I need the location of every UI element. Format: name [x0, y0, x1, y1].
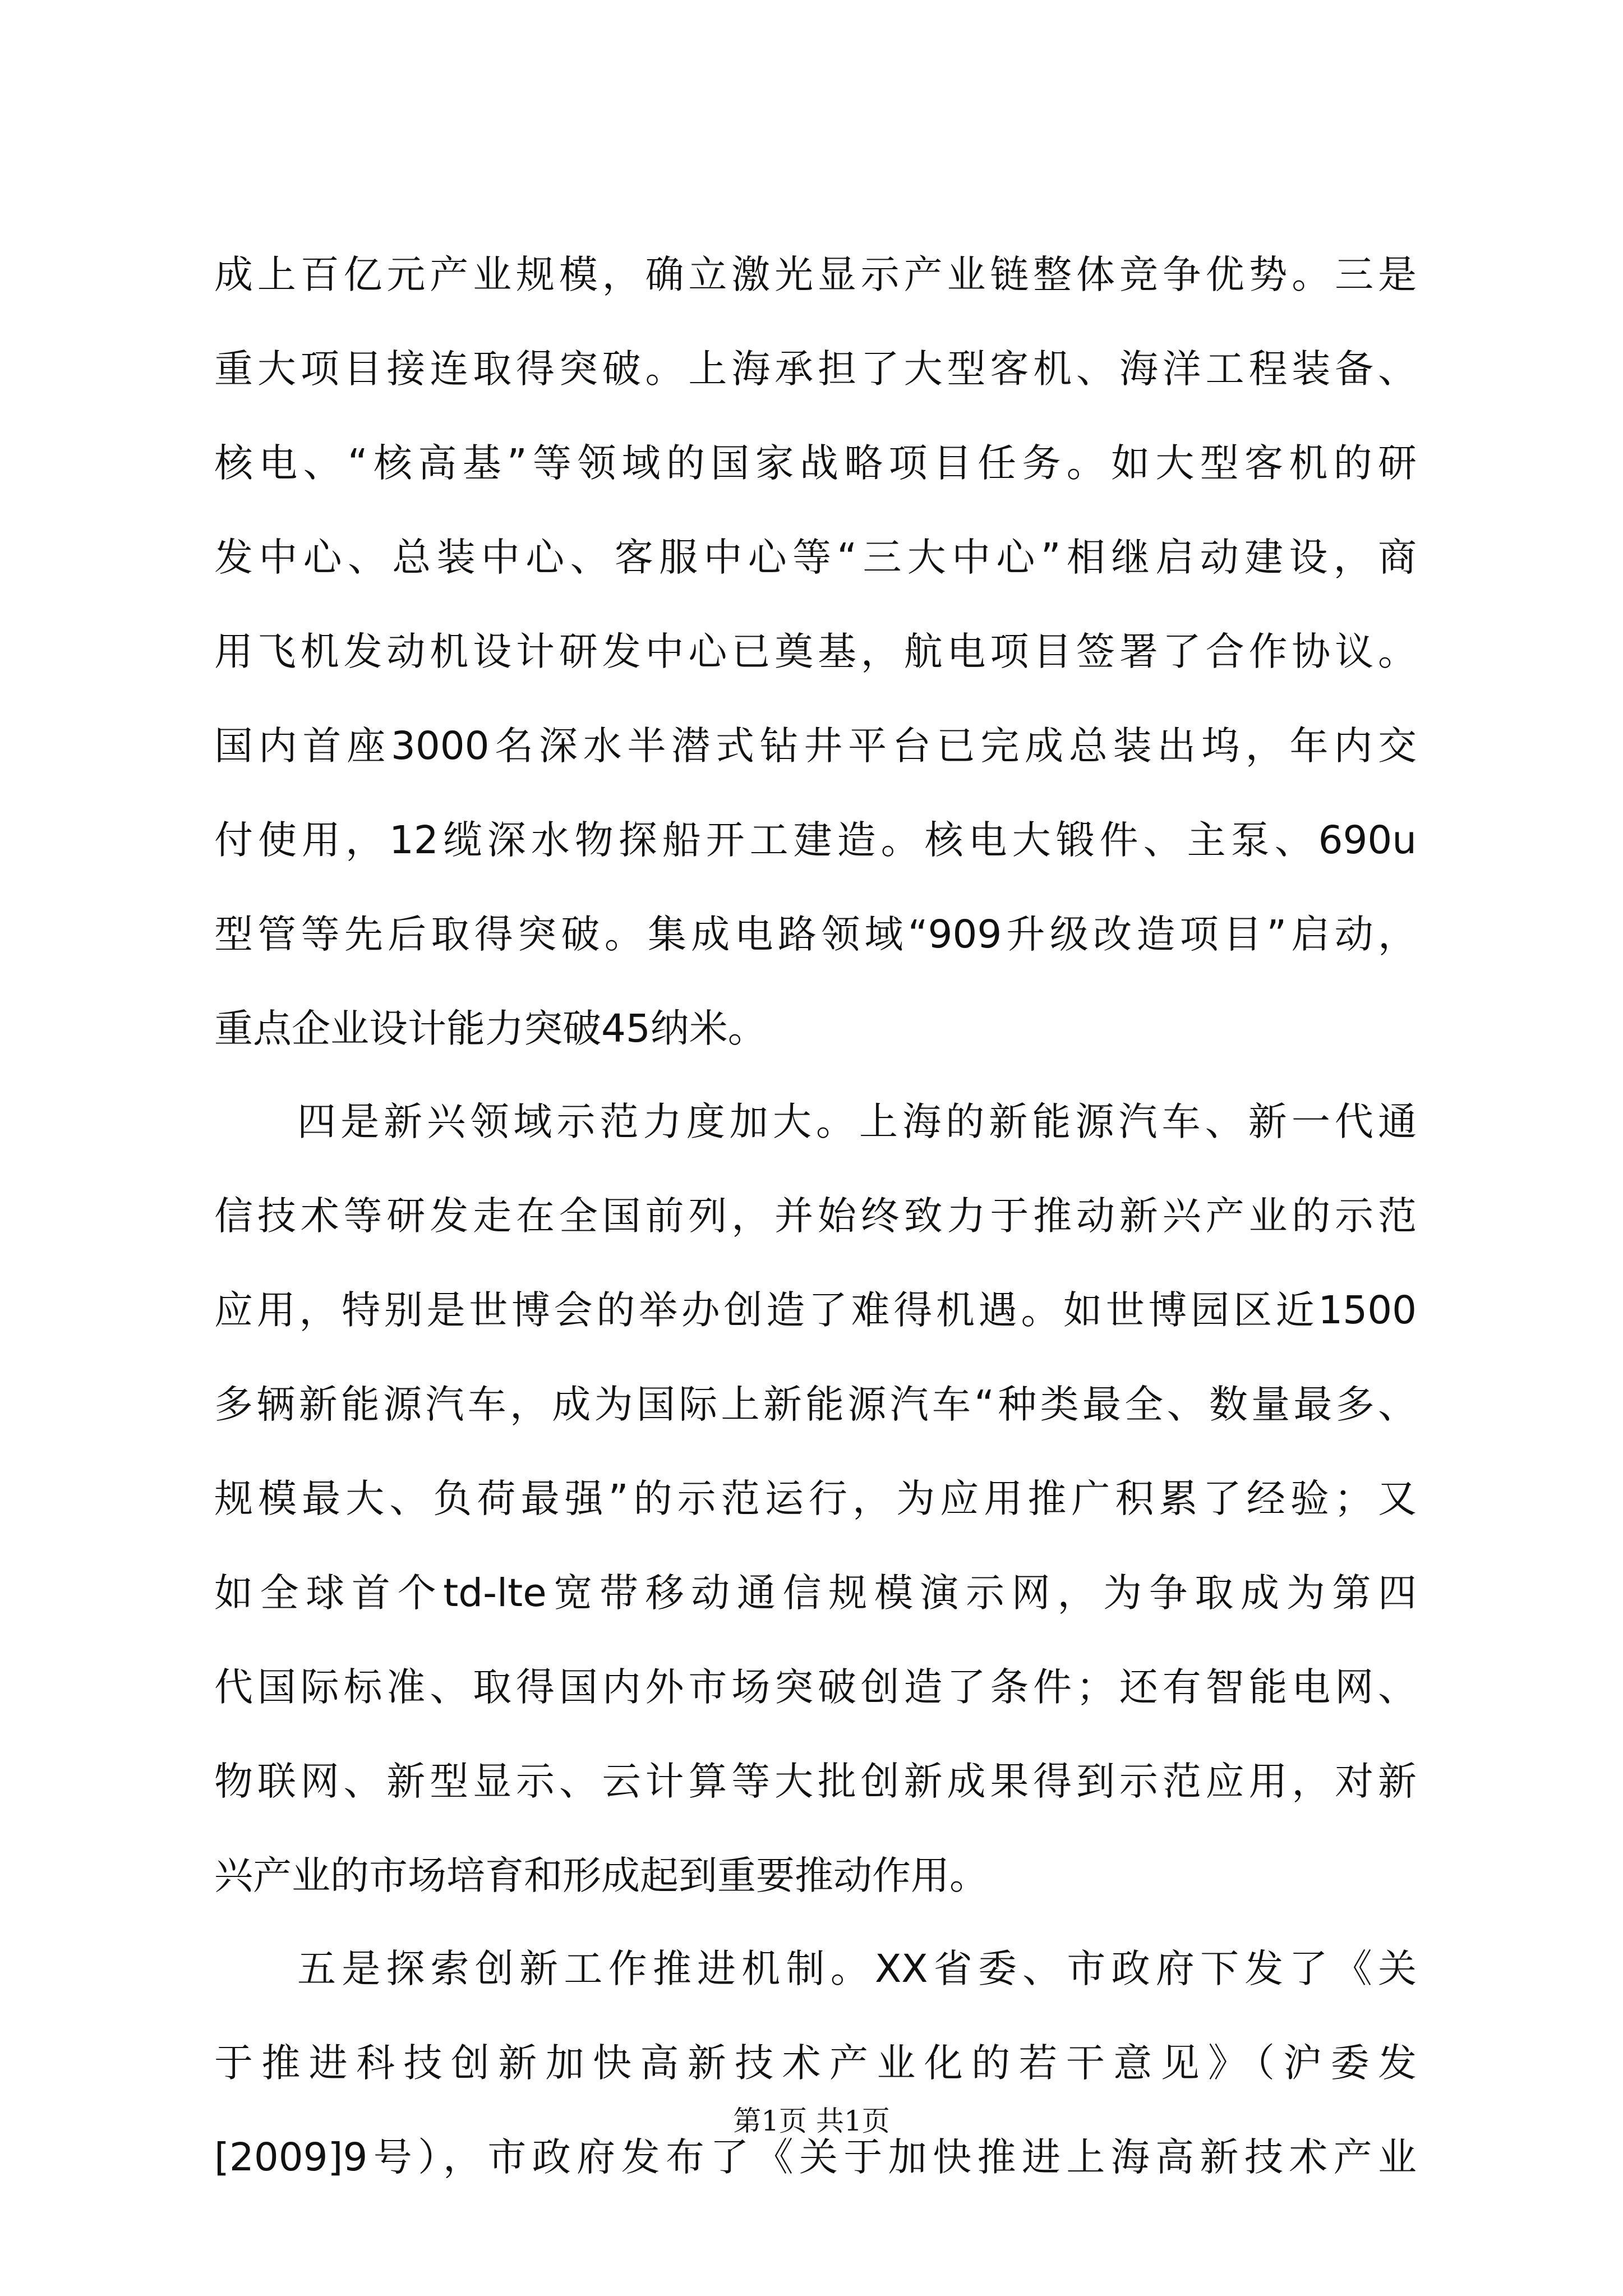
text-line: 多辆新能源汽车，成为国际上新能源汽车“种类最全、数量最多、	[214, 1382, 1417, 1427]
text-line: 成上百亿元产业规模，确立激光显示产业链整体竞争优势。三是	[214, 252, 1417, 297]
text-line: 重点企业设计能力突破45纳米。	[214, 1006, 767, 1051]
text-line: 付使用，12缆深水物探船开工建造。核电大锻件、主泵、690u	[214, 818, 1417, 863]
paragraph-1	[214, 228, 1417, 1076]
text-line: 型管等先后取得突破。集成电路领域“909升级改造项目”启动，	[214, 912, 1417, 957]
text-line: 国内首座3000名深水半潜式钻井平台已完成总装出坞，年内交	[214, 724, 1417, 769]
text-line: 于推进科技创新加快高新技术产业化的若干意见》（沪委发	[214, 2041, 1417, 2086]
paragraph-3	[214, 1922, 1417, 2205]
text-line: 四是新兴领域示范力度加大。上海的新能源汽车、新一代通	[297, 1099, 1417, 1144]
text-line: 如全球首个td-lte宽带移动通信规模演示网，为争取成为第四	[214, 1571, 1417, 1616]
text-line: [2009]9号），市政府发布了《关于加快推进上海高新技术产业	[214, 2135, 1417, 2180]
paragraph-2	[214, 1075, 1417, 1923]
page-footer: 第1页 共1页	[733, 2105, 890, 2137]
text-line: 信技术等研发走在全国前列，并始终致力于推动新兴产业的示范	[214, 1194, 1417, 1239]
text-line: 物联网、新型显示、云计算等大批创新成果得到示范应用，对新	[214, 1759, 1417, 1804]
text-line: 规模最大、负荷最强”的示范运行，为应用推广积累了经验；又	[214, 1476, 1417, 1521]
text-line: 五是探索创新工作推进机制。XX省委、市政府下发了《关	[297, 1947, 1417, 1991]
text-line: 兴产业的市场培育和形成起到重要推动作用。	[214, 1853, 988, 1898]
text-line: 重大项目接连取得突破。上海承担了大型客机、海洋工程装备、	[214, 347, 1417, 392]
text-line: 核电、“核高基”等领域的国家战略项目任务。如大型客机的研	[214, 441, 1417, 486]
text-line: 应用，特别是世博会的举办创造了难得机遇。如世博园区近1500	[214, 1288, 1417, 1333]
text-line: 发中心、总装中心、客服中心等“三大中心”相继启动建设，商	[214, 535, 1417, 580]
text-line: 用飞机发动机设计研发中心已奠基，航电项目签署了合作协议。	[214, 629, 1417, 674]
text-line: 代国际标准、取得国内外市场突破创造了条件；还有智能电网、	[214, 1665, 1417, 1710]
